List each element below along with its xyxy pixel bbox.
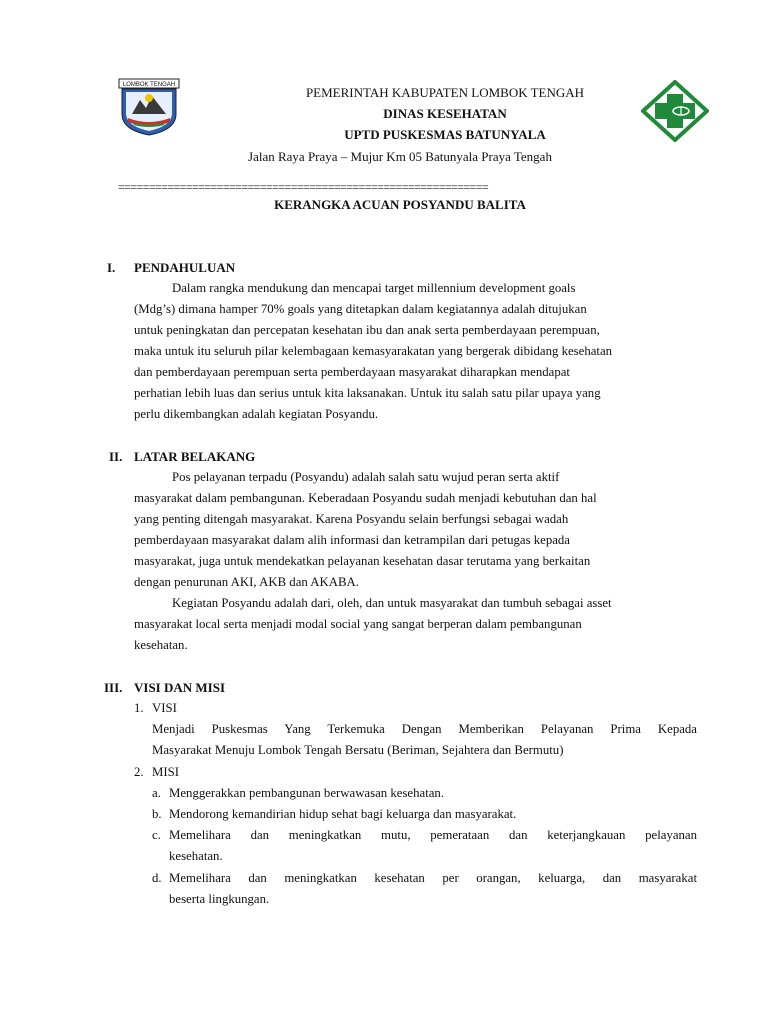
misi-item-text: kesehatan. (169, 849, 223, 863)
section-1-title: PENDAHULUAN (134, 260, 236, 275)
section-2-line: pemberdayaan masyarakat dalam alih informasi dan ketrampilan dari petugas kepada (134, 533, 570, 547)
misi-item-text: Menggerakkan pembangunan berwawasan kesehatan. (169, 786, 445, 800)
section-1-line: perlu dikembangkan adalah kegiatan Posyandu. (134, 407, 379, 421)
section-1-line: Dalam rangka mendukung dan mencapai target millennium development goals (172, 281, 576, 295)
visi-line: Masyarakat Menuju Lombok Tengah Bersatu (Beriman, Sejahtera dan Bermutu) (152, 743, 564, 757)
section-1-line: dan pemberdayaan perempuan serta pemberdayaan masyarakat diharapkan mendapat (134, 365, 570, 379)
misi-item-letter: b. (152, 807, 162, 821)
visi-number: 1. (134, 701, 144, 715)
section-1-line: untuk peningkatan dan percepatan kesehatan ibu dan anak serta pemberdayaan perempuan, (134, 323, 600, 337)
header-government: PEMERINTAH KABUPATEN LOMBOK TENGAH (305, 85, 585, 100)
puskesmas-logo (641, 80, 709, 142)
section-2-line: Pos pelayanan terpadu (Posyandu) adalah salah satu wujud peran serta aktif (172, 470, 560, 484)
visi-line: Menjadi Puskesmas Yang Terkemuka Dengan Memberikan Pelayanan Prima Kepada (152, 722, 697, 736)
logo-caption: LOMBOK TENGAH (122, 82, 176, 88)
section-2-line: masyarakat dalam pembangunan. Keberadaan Posyandu sudah menjadi kebutuhan dan hal (134, 491, 597, 505)
section-1-line: maka untuk itu seluruh pilar kelembagaan kemasyarakatan yang bergerak dibidang kesehatan (134, 344, 613, 358)
misi-item-letter: a. (152, 786, 161, 800)
misi-item-text: Memelihara dan meningkatkan kesehatan per orangan, keluarga, dan masyarakat (169, 871, 697, 885)
misi-item-text: beserta lingkungan. (169, 892, 270, 906)
section-2-line: masyarakat, juga untuk mendekatkan pelayanan kesehatan dasar terutama yang berkaitan (134, 554, 591, 568)
misi-item-letter: d. (152, 871, 162, 885)
misi-item-text: Mendorong kemandirian hidup sehat bagi keluarga dan masyarakat. (169, 807, 517, 821)
section-2-line: yang penting ditengah masyarakat. Karena Posyandu selain berfungsi sebagai wadah (134, 512, 569, 526)
section-2-line: dengan penurunan AKI, AKB dan AKABA. (134, 575, 359, 589)
misi-item-text: Memelihara dan meningkatkan mutu, pemerataan dan keterjangkauan pelayanan (169, 828, 697, 842)
section-2-line: masyarakat local serta menjadi modal social yang sangat berperan dalam pembangunan (134, 617, 582, 631)
misi-number: 2. (134, 765, 144, 779)
section-2-line: kesehatan. (134, 638, 188, 652)
misi-label: MISI (152, 765, 180, 779)
section-2-number: II. (109, 449, 123, 464)
header-department: DINAS KESEHATAN (383, 106, 507, 121)
section-1-number: I. (107, 260, 116, 275)
header-address: Jalan Raya Praya – Mujur Km 05 Batunyala Praya Tengah (248, 149, 552, 164)
section-3-number: III. (104, 680, 123, 695)
lombok-tengah-logo (118, 78, 180, 136)
section-2-line: Kegiatan Posyandu adalah dari, oleh, dan untuk masyarakat dan tumbuh sebagai asset (172, 596, 612, 610)
section-3-title: VISI DAN MISI (134, 680, 226, 695)
section-1-line: (Mdg’s) dimana hamper 70% goals yang ditetapkan dalam kegiatannya adalah ditujukan (134, 302, 587, 316)
section-1-line: perhatian lebih luas dan serius untuk kita laksanakan. Untuk itu salah satu pilar upaya yang (134, 386, 601, 400)
section-2-title: LATAR BELAKANG (134, 449, 256, 464)
document-title: KERANGKA ACUAN POSYANDU BALITA (274, 197, 526, 212)
header-unit: UPTD PUSKESMAS BATUNYALA (344, 127, 546, 142)
header-divider: ============================================================ (118, 181, 489, 193)
visi-label: VISI (152, 701, 177, 715)
misi-item-letter: c. (152, 828, 161, 842)
